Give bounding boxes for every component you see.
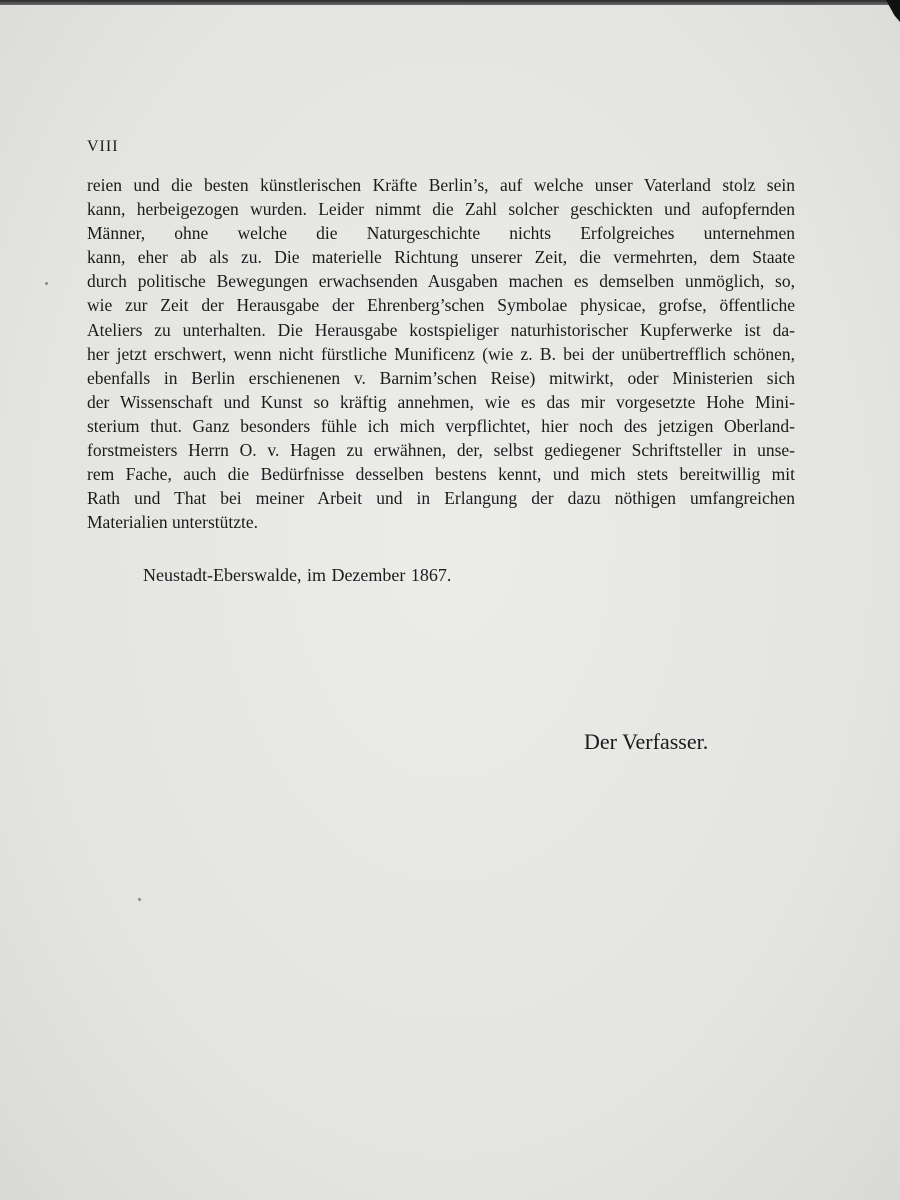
text-line: sterium thut. Ganz besonders fühle ich mich verpflichtet, hier noch des jetzigen Oberland- bbox=[87, 415, 795, 436]
text-line: kann, herbeigezogen wurden. Leider nimmt die Zahl solcher geschickten und aufopfernden bbox=[87, 199, 795, 220]
text-line: Materialien unterstützte. bbox=[87, 512, 259, 533]
scan-speck bbox=[138, 898, 141, 901]
page-number: VIII bbox=[87, 138, 119, 155]
text-line: forstmeisters Herrn O. v. Hagen zu erwähnen, der, selbst gediegener Schriftsteller in unse- bbox=[87, 440, 795, 461]
body-text bbox=[87, 173, 795, 534]
text-line: durch politische Bewegungen erwachsenden Ausgaben machen es demselben unmöglich, so, bbox=[87, 271, 795, 292]
text-line: der Wissenschaft und Kunst so kräftig annehmen, wie es das mir vorgesetzte Hohe Mini- bbox=[87, 391, 795, 412]
text-line: Ateliers zu unterhalten. Die Herausgabe kostspieliger naturhistorischer Kupferwerke ist da- bbox=[87, 319, 795, 340]
corner-fold bbox=[886, 0, 900, 22]
page-top-edge bbox=[0, 0, 890, 5]
text-line: kann, eher ab als zu. Die materielle Richtung unserer Zeit, die vermehrten, dem Staate bbox=[87, 247, 795, 268]
text-line: ebenfalls in Berlin erschienenen v. Barnim’schen Reise) mitwirkt, oder Ministerien sich bbox=[87, 367, 795, 388]
text-line: Männer, ohne welche die Naturgeschichte nichts Erfolgreiches unternehmen bbox=[87, 223, 795, 244]
text-line: wie zur Zeit der Herausgabe der Ehrenberg’schen Symbolae physicae, grofse, öffentliche bbox=[87, 295, 795, 316]
text-line: reien und die besten künstlerischen Kräfte Berlin’s, auf welche unser Vaterland stolz sein bbox=[87, 175, 795, 195]
text-line: rem Fache, auch die Bedürfnisse desselben bestens kennt, und mich stets bereitwillig mit bbox=[87, 464, 795, 485]
author-signature: Der Verfasser. bbox=[584, 729, 709, 754]
text-line: Rath und That bei meiner Arbeit und in Erlangung der dazu nöthigen umfangreichen bbox=[87, 488, 795, 509]
text-line: her jetzt erschwert, wenn nicht fürstliche Munificenz (wie z. B. bei der unübertrefflich schönen, bbox=[87, 343, 795, 364]
scan-speck bbox=[45, 282, 48, 285]
place-date-line: Neustadt-Eberswalde, im Dezember 1867. bbox=[143, 565, 452, 585]
